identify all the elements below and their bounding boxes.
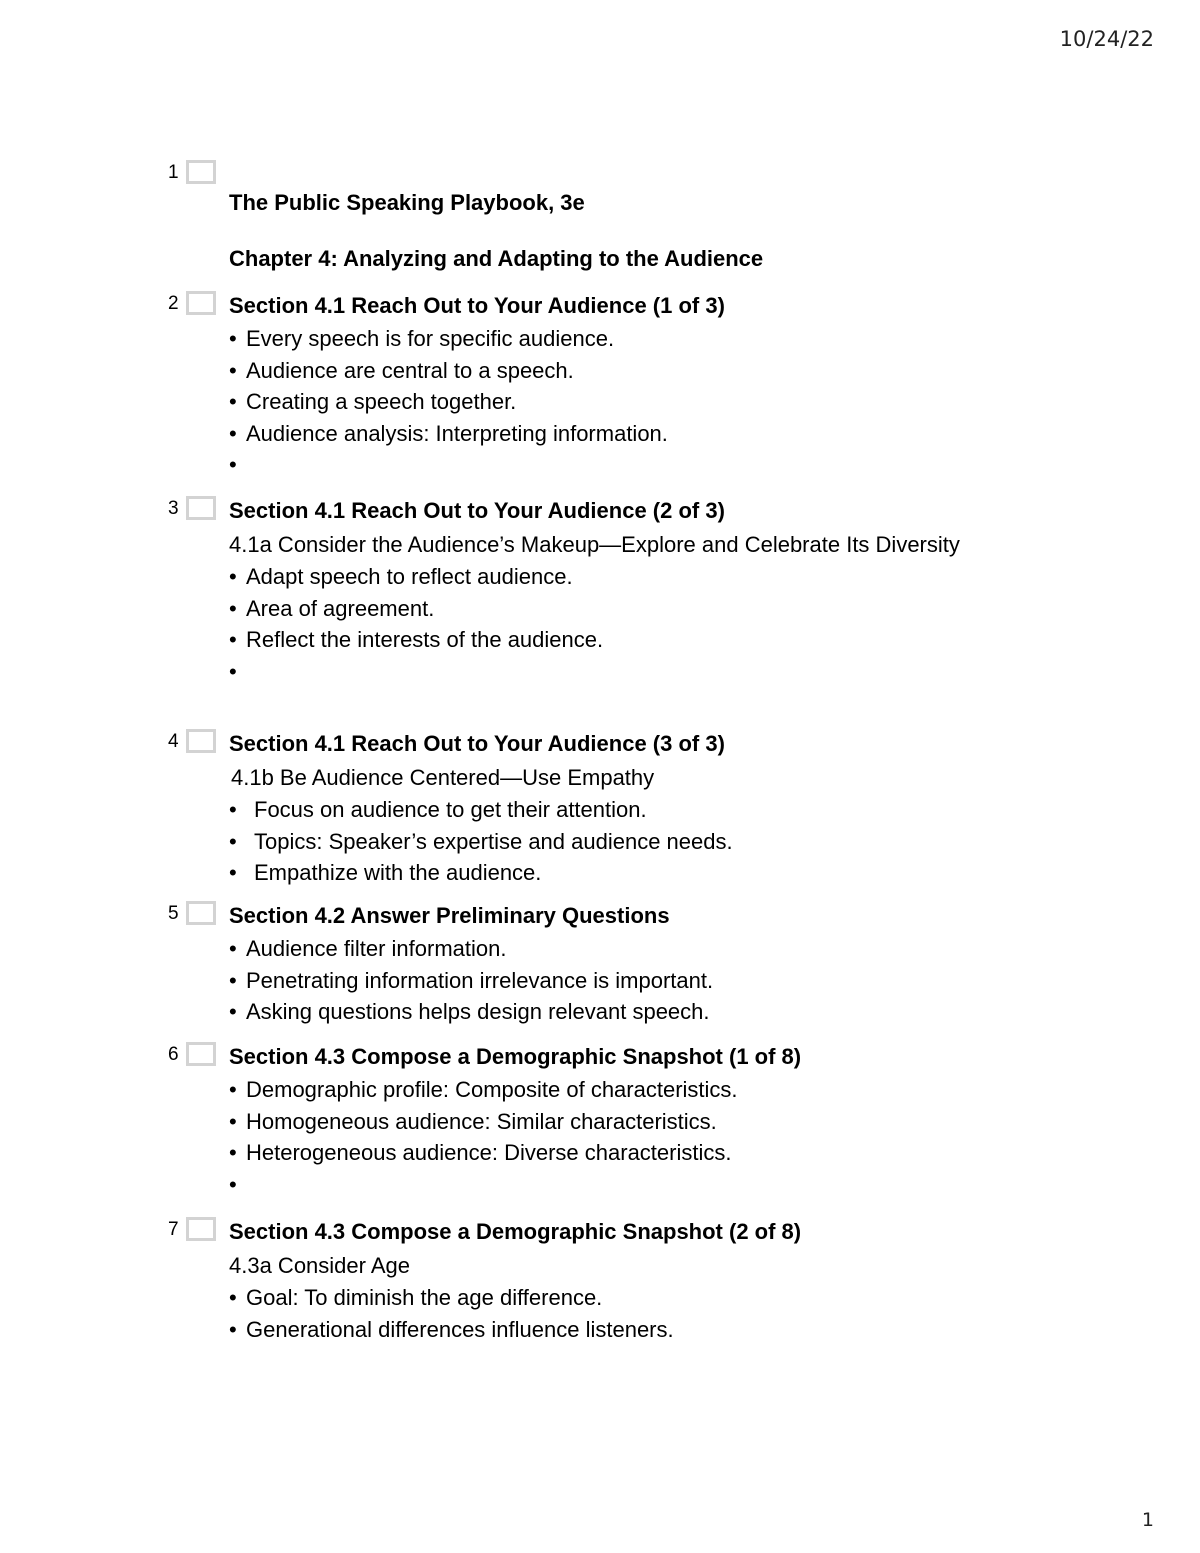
book-title: The Public Speaking Playbook, 3e <box>229 190 585 215</box>
bullet-item: • Empathize with the audience. <box>229 857 1029 889</box>
slide-thumbnail[interactable] <box>186 496 216 520</box>
slide-number: 4 <box>168 731 179 752</box>
bullet-item <box>229 449 1029 481</box>
slide-title: Section 4.1 Reach Out to Your Audience (3 of 3) <box>229 731 725 756</box>
bullet-item: • Focus on audience to get their attention. <box>229 794 1029 826</box>
bullet-item: • Generational differences influence listeners. <box>229 1314 1029 1346</box>
slide-number: 7 <box>168 1219 179 1240</box>
bullet-item: • Asking questions helps design relevant speech. <box>229 996 1029 1028</box>
slide-number: 1 <box>168 162 179 183</box>
bullet-item: • Demographic profile: Composite of characteristics. <box>229 1074 1029 1106</box>
slide-number: 6 <box>168 1044 179 1065</box>
slide-thumbnail[interactable] <box>186 1042 216 1066</box>
slide-thumbnail[interactable] <box>186 901 216 925</box>
bullet-item: • Reflect the interests of the audience. <box>229 624 1029 656</box>
slide-number: 5 <box>168 903 179 924</box>
bullet-item: • Audience filter information. <box>229 933 1029 965</box>
bullet-item: • Heterogeneous audience: Diverse characteristics. <box>229 1137 1029 1169</box>
bullet-item: • Audience analysis: Interpreting information. <box>229 418 1029 450</box>
slide-number: 3 <box>168 498 179 519</box>
slide-title: Section 4.1 Reach Out to Your Audience (1 of 3) <box>229 293 725 318</box>
bullet-item: • Creating a speech together. <box>229 386 1029 418</box>
slide-thumbnail[interactable] <box>186 291 216 315</box>
bullet-item: • Adapt speech to reflect audience. <box>229 561 1029 593</box>
bullet-item: • Audience are central to a speech. <box>229 355 1029 387</box>
slide-title: Section 4.1 Reach Out to Your Audience (2 of 3) <box>229 498 725 523</box>
bullet-item: • Topics: Speaker’s expertise and audience needs. <box>229 826 1029 858</box>
slide-subheading: 4.1a Consider the Audience’s Makeup—Explore and Celebrate Its Diversity <box>229 532 960 557</box>
slide-subheading: 4.3a Consider Age <box>229 1253 411 1278</box>
slide-subheading: 4.1b Be Audience Centered—Use Empathy <box>231 765 655 790</box>
slide-number: 2 <box>168 293 179 314</box>
bullet-item: • Homogeneous audience: Similar characteristics. <box>229 1106 1029 1138</box>
bullet-item: • Penetrating information irrelevance is important. <box>229 965 1029 997</box>
slide-thumbnail[interactable] <box>186 729 216 753</box>
slide-thumbnail[interactable] <box>186 160 216 184</box>
page-number: 1 <box>1141 1509 1154 1531</box>
slide-thumbnail[interactable] <box>186 1217 216 1241</box>
bullet-item <box>229 656 1029 688</box>
chapter-title: Chapter 4: Analyzing and Adapting to the Audience <box>229 246 764 271</box>
slide-title: Section 4.3 Compose a Demographic Snapshot (2 of 8) <box>229 1219 802 1244</box>
slide-title: Section 4.2 Answer Preliminary Questions <box>229 903 670 928</box>
bullet-item: • Area of agreement. <box>229 593 1029 625</box>
page-date: 10/24/22 <box>1059 27 1154 51</box>
slide-title: Section 4.3 Compose a Demographic Snapshot (1 of 8) <box>229 1044 802 1069</box>
bullet-item: • Goal: To diminish the age difference. <box>229 1282 1029 1314</box>
bullet-item: • Every speech is for specific audience. <box>229 323 1029 355</box>
bullet-item <box>229 1169 1029 1201</box>
